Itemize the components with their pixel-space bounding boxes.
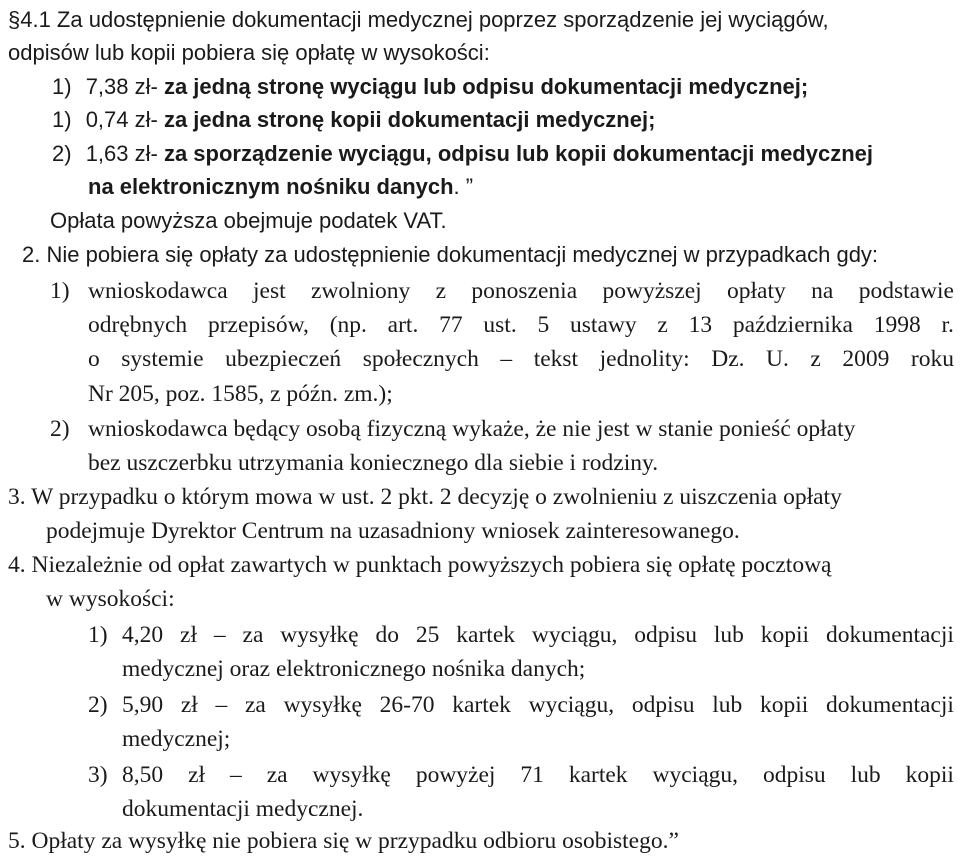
section-2-item-1-line-3 [88,348,954,372]
word: – [230,762,242,788]
word: U. [766,346,789,372]
postal-fee-continuation: medycznej; [122,726,231,752]
word: ponoszenia [471,278,578,304]
word: powyższej [602,278,702,304]
postal-fee-continuation: dokumentacji medycznej. [122,796,364,822]
section-4-line-1: 4. Niezależnie od opłat zawartych w punktach powyższych pobiera się opłatę pocztową [8,552,832,578]
word: 1998 [873,312,921,338]
word: z [657,312,668,338]
word: 71 [520,762,544,788]
word: ubezpieczeń [225,346,342,372]
word: społecznych [362,346,479,372]
fee-number: 1) [52,107,72,132]
word: lub [712,692,743,718]
word: 8,50 [122,762,164,788]
list-number: 3) [88,762,108,788]
section-3-line-1: 3. W przypadku o którym mowa w ust. 2 pkt. 2 decyzję o zwolnieniu z uiszczenia opłaty [8,484,842,510]
fee-amount: 1,63 zł- [85,141,158,166]
word: 26-70 [379,692,435,718]
word: 77 [439,312,463,338]
word: lub [713,622,744,648]
word: zwolniony [311,278,411,304]
fee-description: za jedna stronę kopii dokumentacji medycznej; [157,107,656,132]
word: za [242,622,264,648]
word: wyciągu, [652,762,739,788]
word: za [245,692,266,718]
word: do [375,622,399,648]
word: dokumentacji [826,692,954,718]
word: powyżej [415,762,496,788]
fee-description: za jedną stronę wyciągu lub odpisu dokumentacji medycznej; [157,74,809,99]
word: – [213,622,226,648]
word: odpisu [634,622,697,648]
section-2-item-2-line-1: wnioskodawca będący osobą fizyczną wykaże, że nie jest w stanie ponieść opłaty [88,416,856,442]
word: 2009 [842,346,890,372]
paragraph-4-1-line-2: odpisów lub kopii pobiera się opłatę w wysokości: [8,40,490,65]
word: o [88,346,100,372]
word: odpisu [631,692,695,718]
section-2-item-1-line-1 [88,280,954,304]
word: wyciągu, [531,622,618,648]
postal-fee-continuation: medycznej oraz elektronicznego nośnika danych; [122,656,586,682]
word: Dz. [711,346,745,372]
section-5: 5. Opłaty za wysyłkę nie pobiera się w przypadku odbioru osobistego.” [8,828,679,854]
postal-fee-line [122,624,954,648]
fee-item-continuation [88,176,473,198]
word: z [435,278,447,304]
word: 5 [537,312,550,338]
word: podstawie [858,278,954,304]
fee-item [52,76,808,98]
paragraph-4-1-line-1: §4.1 Za udostępnienie dokumentacji medycznej poprzez sporządzenie jej wyciągów, [8,7,829,32]
section-4-line-2: w wysokości: [46,586,175,612]
word: wysyłkę [280,622,359,648]
postal-fee-line [122,764,954,788]
word: jednolity: [599,346,690,372]
list-number: 2) [88,692,108,718]
section-2-item-1-line-4: Nr 205, poz. 1585, z późn. zm.); [88,381,393,407]
fee-item [52,109,655,131]
word: wysyłkę [283,692,362,718]
list-number: 1) [88,622,108,648]
fee-amount: 7,38 zł- [85,74,158,99]
word: kopii [760,622,810,648]
fee-item [52,143,873,165]
word: wyciągu, [528,692,615,718]
word: kopii [905,762,954,788]
word: na [811,278,834,304]
word: wnioskodawca [88,278,228,304]
word: odpisu [762,762,826,788]
list-number: 1) [50,278,70,304]
fee-description: za sporządzenie wyciągu, odpisu lub kopii dokumentacji medycznej [157,141,873,166]
word: odrębnych [88,312,188,338]
word: października [732,312,853,338]
word: lub [850,762,881,788]
fee-number: 1) [52,74,72,99]
word: – [500,346,513,372]
word: z [810,346,821,372]
vat-note: Opłata powyższa obejmuje podatek VAT. [50,208,447,233]
word: przepisów, [207,312,309,338]
word: ustawy [570,312,637,338]
word: kartek [568,762,628,788]
word: 4,20 [122,622,164,648]
word: kopii [760,692,809,718]
word: zł [180,622,197,648]
section-3-line-2: podejmuje Dyrektor Centrum na uzasadniony wniosek zainteresowanego. [46,518,740,544]
word: jest [253,278,286,304]
list-number: 2) [50,416,70,442]
word: opłaty [727,278,786,304]
word: roku [910,346,954,372]
word: r. [941,312,954,338]
word: dokumentacji [825,622,954,648]
word: wysyłkę [312,762,391,788]
fee-number: 2) [52,141,72,166]
word: systemie [121,346,204,372]
word: 5,90 [122,692,164,718]
section-2-item-2-line-2: bez uszczerbku utrzymania koniecznego dla siebie i rodziny. [88,450,659,476]
word: 25 [415,622,440,648]
word: tekst [533,346,579,372]
word: kartek [456,622,515,648]
word: 13 [688,312,713,338]
fee-description-continued: na elektronicznym nośniku danych [88,174,454,199]
section-2-intro: 2. Nie pobiera się opłaty za udostępnienie dokumentacji medycznej w przypadkach gdy: [22,242,879,267]
word: – [215,692,228,718]
word: ust. [483,312,517,338]
word: kartek [452,692,511,718]
word: (np. [329,312,367,338]
word: za [266,762,288,788]
word: zł [180,692,198,718]
word: art. [387,312,419,338]
section-2-item-1-line-2 [88,314,954,338]
closing-quote: . ” [453,174,474,199]
fee-amount: 0,74 zł- [85,107,158,132]
word: zł [188,762,206,788]
postal-fee-line [122,694,954,718]
